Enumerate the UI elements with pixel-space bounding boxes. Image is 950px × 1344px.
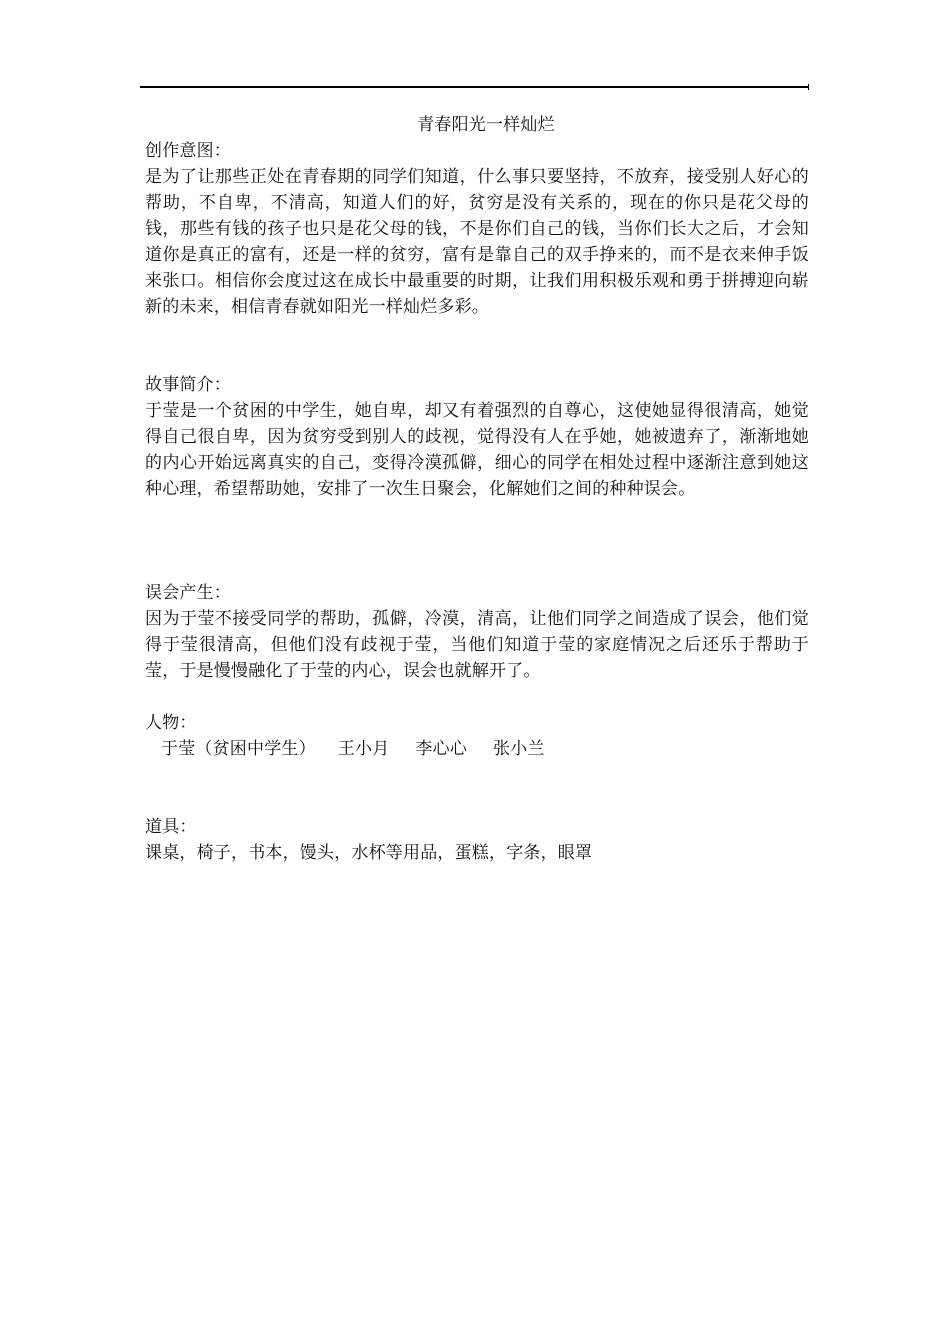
misunderstanding-heading: 误会产生： [145, 583, 231, 603]
spacer [145, 320, 809, 372]
props-heading: 道具： [145, 817, 197, 837]
character-name: 王小月 [337, 739, 390, 759]
intent-paragraph: 是为了让那些正处在青春期的同学们知道，什么事只要坚持，不放弃，接受别人好心的帮助，不自卑，不清高，知道人们的好，贫穷是没有关系的，现在的你只是花父母的钱，那些有钱的孩子也只是花父母的钱，不是你们自己的钱，当你们长大之后，才会知道你是真正的富有，还是一样的贫穷，富有是靠自己的双手挣来的，而不是衣来伸手饭来张口。相信你会度过这在成长中最重要的时期，让我们用积极乐观和勇于拼搏迎向崭新的未来，相信青春就如阳光一样灿烂多彩。 [145, 167, 809, 317]
document-body [145, 112, 809, 866]
spacer [145, 684, 809, 710]
character-name: 李心心 [415, 739, 468, 759]
props-list: 课桌，椅子，书本，馒头，水杯等用品，蛋糕，字条，眼罩 [145, 843, 593, 863]
character-name: 于莹（贫困中学生） [161, 739, 316, 759]
header-rule-end-mark [808, 84, 809, 90]
intent-heading: 创作意图： [145, 141, 231, 161]
synopsis-heading: 故事简介： [145, 375, 231, 395]
characters-heading: 人物： [145, 713, 197, 733]
character-name: 张小兰 [493, 739, 545, 759]
header-rule [140, 86, 808, 88]
document-title: 青春阳光一样灿烂 [417, 115, 555, 135]
synopsis-paragraph: 于莹是一个贫困的中学生，她自卑，却又有着强烈的自尊心，这使她显得很清高，她觉得自己很自卑，因为贫穷受到别人的歧视，觉得没有人在乎她，她被遗弃了，渐渐地她的内心开始远离真实的自己，变得冷漠孤僻，细心的同学在相处过程中逐渐注意到她这种心理，希望帮助她，安排了一次生日聚会，化解她们之间的种种误会。 [145, 401, 809, 499]
spacer [145, 502, 809, 580]
characters-list [145, 736, 809, 762]
misunderstanding-paragraph: 因为于莹不接受同学的帮助，孤僻，冷漠，清高，让他们同学之间造成了误会，他们觉得于莹很清高，但他们没有歧视于莹，当他们知道于莹的家庭情况之后还乐于帮助于莹，于是慢慢融化了于莹的内心，误会也就解开了。 [145, 609, 809, 681]
spacer [145, 762, 809, 814]
